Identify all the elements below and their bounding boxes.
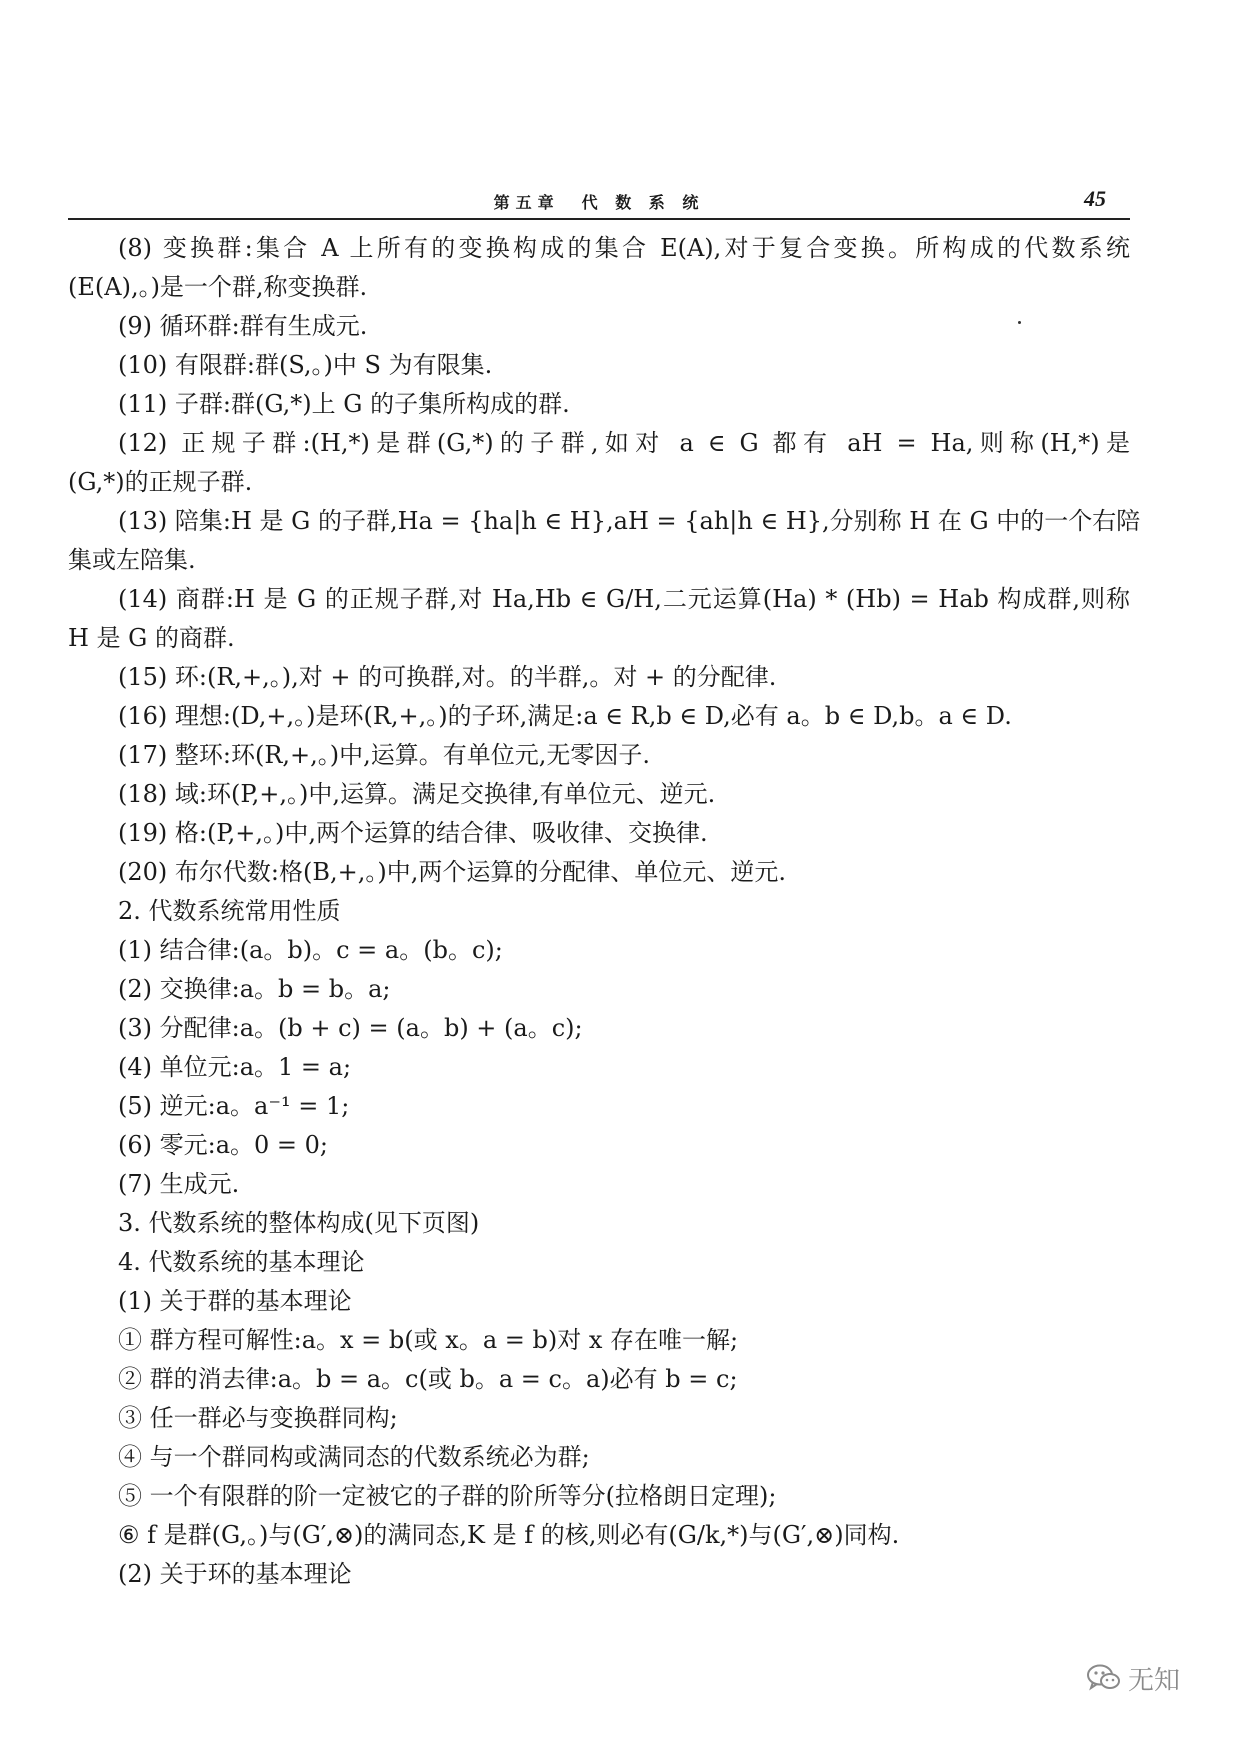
text-line: (9) 循环群:群有生成元. — [118, 312, 368, 340]
text-line: (4) 单位元:a。1 = a; — [118, 1053, 352, 1081]
text-line: (17) 整环:环(R,+,。)中,运算。有单位元,无零因子. — [118, 741, 651, 769]
text-line: 集或左陪集. — [68, 546, 196, 574]
text-line: (E(A),。)是一个群,称变换群. — [68, 273, 368, 301]
wechat-icon — [1086, 1663, 1122, 1693]
text-line: H 是 G 的商群. — [68, 624, 235, 652]
text-line: (20) 布尔代数:格(B,+,。)中,两个运算的分配律、单位元、逆元. — [118, 858, 786, 886]
running-header — [68, 186, 1130, 220]
section-heading: 3. 代数系统的整体构成(见下页图) — [118, 1209, 480, 1237]
watermark-label: 无知 — [1128, 1665, 1181, 1696]
text-line: (11) 子群:群(G,*)上 G 的子集所构成的群. — [118, 390, 570, 418]
speck-mark — [1018, 321, 1021, 324]
text-line: (19) 格:(P,+,。)中,两个运算的结合律、吸收律、交换律. — [118, 819, 708, 847]
text-line: ④ 与一个群同构或满同态的代数系统必为群; — [118, 1443, 590, 1471]
text-line: (12) 正规子群:(H,*)是群(G,*)的子群,如对 a ∈ G 都有 aH = Ha,则称(H,*)是 — [118, 429, 1130, 457]
text-line: (15) 环:(R,+,。),对 + 的可换群,对。的半群,。对 + 的分配律. — [118, 663, 777, 691]
text-line: (1) 结合律:(a。b)。c = a。(b。c); — [118, 936, 503, 964]
text-line: (10) 有限群:群(S,。)中 S 为有限集. — [118, 351, 493, 379]
text-line: ⑥ f 是群(G,。)与(G′,⊗)的满同态,K 是 f 的核,则必有(G/k,*)与(G′,⊗)同构. — [118, 1521, 900, 1549]
section-heading: 2. 代数系统常用性质 — [118, 897, 341, 925]
text-line: (16) 理想:(D,+,。)是环(R,+,。)的子环,满足:a ∈ R,b ∈ D,必有 a。b ∈ D,b。a ∈ D. — [118, 702, 1012, 730]
section-heading: 4. 代数系统的基本理论 — [118, 1248, 365, 1276]
text-line: (6) 零元:a。0 = 0; — [118, 1131, 329, 1159]
text-line: (13) 陪集:H 是 G 的子群,Ha = {ha|h ∈ H},aH = {ah|h ∈ H},分别称 H 在 G 中的一个右陪 — [118, 507, 1141, 535]
text-line: (2) 交换律:a。b = b。a; — [118, 975, 391, 1003]
text-line: ⑤ 一个有限群的阶一定被它的子群的阶所等分(拉格朗日定理); — [118, 1482, 777, 1510]
text-line: (3) 分配律:a。(b + c) = (a。b) + (a。c); — [118, 1014, 583, 1042]
subsection-heading: (2) 关于环的基本理论 — [118, 1560, 352, 1588]
text-line: ① 群方程可解性:a。x = b(或 x。a = b)对 x 存在唯一解; — [118, 1326, 739, 1354]
chapter-title: 第五章 代 数 系 统 — [493, 193, 705, 212]
text-line: (18) 域:环(P,+,。)中,运算。满足交换律,有单位元、逆元. — [118, 780, 716, 808]
text-line: ③ 任一群必与变换群同构; — [118, 1404, 398, 1432]
text-line: (14) 商群:H 是 G 的正规子群,对 Ha,Hb ∈ G/H,二元运算(Ha) * (Hb) = Hab 构成群,则称 — [118, 585, 1130, 613]
page-number: 45 — [1084, 186, 1106, 211]
subsection-heading: (1) 关于群的基本理论 — [118, 1287, 352, 1315]
text-line: (G,*)的正规子群. — [68, 468, 253, 496]
text-line: (7) 生成元. — [118, 1170, 240, 1198]
text-line: ② 群的消去律:a。b = a。c(或 b。a = c。a)必有 b = c; — [118, 1365, 738, 1393]
watermark — [1086, 1662, 1180, 1694]
text-line: (8) 变换群:集合 A 上所有的变换构成的集合 E(A),对于复合变换。所构成的代数系统 — [118, 234, 1130, 262]
text-line: (5) 逆元:a。a⁻¹ = 1; — [118, 1092, 350, 1120]
